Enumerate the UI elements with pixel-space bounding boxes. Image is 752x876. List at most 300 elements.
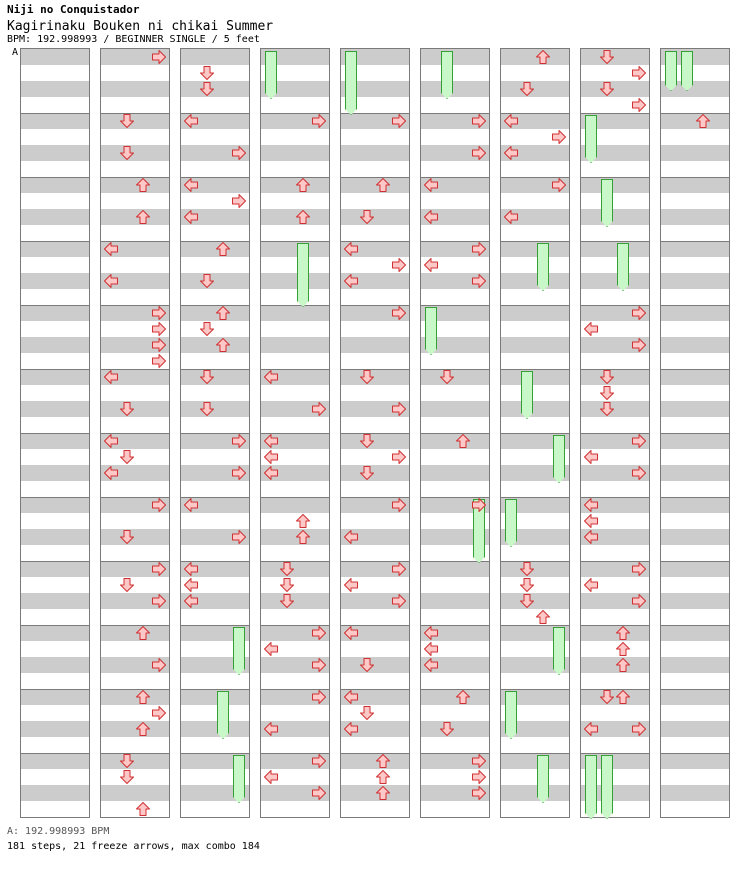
- beat-band: [21, 689, 89, 705]
- arrow-down-icon: [359, 433, 375, 449]
- arrow-right-icon: [151, 657, 167, 673]
- freeze-arrow-left: [265, 51, 277, 99]
- arrow-right-icon: [551, 177, 567, 193]
- measure-line: [261, 497, 329, 498]
- arrow-right-icon: [311, 785, 327, 801]
- arrow-left-icon: [103, 433, 119, 449]
- chart-info: BPM: 192.998993 / BEGINNER SINGLE / 5 feet: [7, 34, 260, 45]
- arrow-right-icon: [231, 193, 247, 209]
- arrow-down-icon: [199, 401, 215, 417]
- arrow-right-icon: [631, 97, 647, 113]
- arrow-up-icon: [615, 689, 631, 705]
- beat-band: [341, 465, 409, 481]
- beat-band: [501, 305, 569, 321]
- chart-column: [420, 48, 490, 818]
- arrow-right-icon: [471, 113, 487, 129]
- beat-band: [21, 273, 89, 289]
- arrow-right-icon: [231, 433, 247, 449]
- arrow-left-icon: [503, 113, 519, 129]
- beat-band: [501, 785, 569, 801]
- arrow-up-icon: [135, 625, 151, 641]
- arrow-right-icon: [551, 129, 567, 145]
- chart-column: [340, 48, 410, 818]
- measure-line: [581, 241, 649, 242]
- arrow-down-icon: [119, 577, 135, 593]
- freeze-arrow-right: [553, 435, 565, 483]
- arrow-up-icon: [615, 625, 631, 641]
- beat-band: [21, 49, 89, 65]
- arrow-down-icon: [359, 657, 375, 673]
- measure-line: [581, 177, 649, 178]
- beat-band: [661, 721, 729, 737]
- beat-band: [101, 401, 169, 417]
- measure-line: [21, 433, 89, 434]
- measure-line: [101, 113, 169, 114]
- arrow-left-icon: [183, 497, 199, 513]
- arrow-down-icon: [599, 385, 615, 401]
- freeze-arrow-up: [617, 243, 629, 291]
- arrow-right-icon: [471, 497, 487, 513]
- beat-band: [661, 593, 729, 609]
- arrow-left-icon: [423, 177, 439, 193]
- measure-line: [501, 497, 569, 498]
- arrow-left-icon: [343, 721, 359, 737]
- arrow-left-icon: [103, 241, 119, 257]
- arrow-up-icon: [375, 785, 391, 801]
- beat-band: [501, 593, 569, 609]
- beat-band: [261, 337, 329, 353]
- measure-line: [661, 177, 729, 178]
- measure-line: [661, 561, 729, 562]
- freeze-arrow-down: [601, 179, 613, 227]
- beat-band: [21, 433, 89, 449]
- arrow-left-icon: [103, 369, 119, 385]
- arrow-right-icon: [391, 305, 407, 321]
- beat-band: [101, 81, 169, 97]
- arrow-left-icon: [343, 625, 359, 641]
- arrow-down-icon: [599, 401, 615, 417]
- arrow-right-icon: [231, 465, 247, 481]
- measure-line: [501, 433, 569, 434]
- arrow-left-icon: [263, 433, 279, 449]
- measure-line: [661, 625, 729, 626]
- arrow-right-icon: [631, 337, 647, 353]
- arrow-right-icon: [231, 529, 247, 545]
- arrow-left-icon: [423, 209, 439, 225]
- beat-band: [21, 401, 89, 417]
- measure-line: [21, 369, 89, 370]
- beat-band: [21, 81, 89, 97]
- arrow-left-icon: [343, 529, 359, 545]
- beat-band: [661, 241, 729, 257]
- measure-line: [501, 241, 569, 242]
- measure-line: [501, 689, 569, 690]
- beat-band: [181, 49, 249, 65]
- arrow-right-icon: [231, 145, 247, 161]
- arrow-left-icon: [423, 625, 439, 641]
- arrow-right-icon: [151, 353, 167, 369]
- beat-band: [661, 497, 729, 513]
- beat-band: [341, 369, 409, 385]
- arrow-right-icon: [151, 497, 167, 513]
- arrow-down-icon: [199, 321, 215, 337]
- arrow-right-icon: [151, 305, 167, 321]
- arrow-right-icon: [631, 433, 647, 449]
- arrow-down-icon: [199, 369, 215, 385]
- arrow-up-icon: [295, 513, 311, 529]
- beat-band: [501, 337, 569, 353]
- beat-band: [421, 49, 489, 65]
- arrow-down-icon: [359, 369, 375, 385]
- arrow-left-icon: [263, 641, 279, 657]
- measure-line: [181, 689, 249, 690]
- measure-line: [501, 625, 569, 626]
- beat-band: [501, 273, 569, 289]
- arrow-left-icon: [423, 641, 439, 657]
- beat-band: [341, 433, 409, 449]
- beat-band: [261, 273, 329, 289]
- arrow-left-icon: [583, 577, 599, 593]
- chart-column: [180, 48, 250, 818]
- arrow-right-icon: [391, 561, 407, 577]
- beat-band: [661, 273, 729, 289]
- beat-band: [421, 561, 489, 577]
- beat-band: [581, 177, 649, 193]
- arrow-up-icon: [375, 753, 391, 769]
- arrow-up-icon: [215, 241, 231, 257]
- beat-band: [181, 401, 249, 417]
- chart-column: [500, 48, 570, 818]
- arrow-right-icon: [311, 625, 327, 641]
- arrow-down-icon: [359, 209, 375, 225]
- freeze-arrow-down: [521, 371, 533, 419]
- arrow-up-icon: [295, 209, 311, 225]
- arrow-up-icon: [455, 433, 471, 449]
- measure-line: [661, 369, 729, 370]
- measure-line: [341, 369, 409, 370]
- beat-band: [661, 305, 729, 321]
- arrow-down-icon: [199, 65, 215, 81]
- arrow-right-icon: [631, 561, 647, 577]
- beat-band: [341, 337, 409, 353]
- measure-line: [661, 305, 729, 306]
- beat-band: [341, 657, 409, 673]
- beat-band: [21, 721, 89, 737]
- arrow-up-icon: [695, 113, 711, 129]
- arrow-down-icon: [519, 577, 535, 593]
- arrow-right-icon: [151, 593, 167, 609]
- arrow-left-icon: [183, 561, 199, 577]
- beat-band: [181, 369, 249, 385]
- beat-band: [181, 273, 249, 289]
- beat-band: [501, 401, 569, 417]
- beat-band: [661, 145, 729, 161]
- beat-band: [581, 273, 649, 289]
- measure-line: [101, 753, 169, 754]
- beat-band: [501, 241, 569, 257]
- arrow-right-icon: [631, 305, 647, 321]
- beat-band: [661, 753, 729, 769]
- bpm-footer: A: 192.998993 BPM: [7, 826, 110, 837]
- beat-band: [661, 625, 729, 641]
- arrow-left-icon: [583, 321, 599, 337]
- beat-band: [101, 753, 169, 769]
- beat-band: [101, 113, 169, 129]
- beat-band: [101, 145, 169, 161]
- arrow-up-icon: [135, 801, 151, 817]
- beat-band: [581, 81, 649, 97]
- beat-band: [421, 81, 489, 97]
- measure-line: [21, 497, 89, 498]
- arrow-down-icon: [439, 721, 455, 737]
- freeze-arrow-right: [553, 627, 565, 675]
- freeze-arrow-right: [233, 755, 245, 803]
- measure-line: [21, 113, 89, 114]
- beat-band: [21, 337, 89, 353]
- arrow-down-icon: [519, 593, 535, 609]
- beat-band: [661, 465, 729, 481]
- measure-line: [581, 753, 649, 754]
- freeze-arrow-right: [233, 627, 245, 675]
- beat-band: [21, 529, 89, 545]
- arrow-right-icon: [391, 401, 407, 417]
- arrow-right-icon: [151, 49, 167, 65]
- beat-band: [341, 209, 409, 225]
- arrow-up-icon: [535, 609, 551, 625]
- arrow-down-icon: [599, 81, 615, 97]
- beat-band: [421, 593, 489, 609]
- arrow-right-icon: [311, 689, 327, 705]
- arrow-down-icon: [119, 449, 135, 465]
- arrow-right-icon: [471, 769, 487, 785]
- arrow-down-icon: [519, 561, 535, 577]
- beat-band: [261, 561, 329, 577]
- beat-band: [581, 49, 649, 65]
- beat-band: [661, 337, 729, 353]
- beat-band: [261, 593, 329, 609]
- arrow-down-icon: [279, 577, 295, 593]
- measure-line: [421, 305, 489, 306]
- arrow-up-icon: [615, 657, 631, 673]
- measure-line: [421, 369, 489, 370]
- arrow-right-icon: [631, 465, 647, 481]
- beat-band: [581, 241, 649, 257]
- measure-line: [661, 497, 729, 498]
- arrow-up-icon: [135, 721, 151, 737]
- measure-line: [21, 689, 89, 690]
- freeze-arrow-left: [665, 51, 677, 91]
- measure-line: [501, 305, 569, 306]
- arrow-left-icon: [583, 513, 599, 529]
- beat-band: [21, 145, 89, 161]
- beat-band: [421, 721, 489, 737]
- arrow-down-icon: [439, 369, 455, 385]
- arrow-left-icon: [103, 465, 119, 481]
- beat-band: [661, 529, 729, 545]
- arrow-left-icon: [183, 177, 199, 193]
- beat-band: [101, 785, 169, 801]
- arrow-up-icon: [215, 337, 231, 353]
- measure-line: [21, 177, 89, 178]
- measure-line: [181, 369, 249, 370]
- measure-line: [21, 625, 89, 626]
- arrow-up-icon: [615, 641, 631, 657]
- measure-line: [581, 113, 649, 114]
- arrow-right-icon: [391, 113, 407, 129]
- arrow-left-icon: [183, 113, 199, 129]
- beat-band: [21, 369, 89, 385]
- arrow-right-icon: [471, 145, 487, 161]
- beat-band: [661, 177, 729, 193]
- arrow-up-icon: [135, 177, 151, 193]
- freeze-arrow-up: [537, 755, 549, 803]
- arrow-left-icon: [343, 689, 359, 705]
- arrow-up-icon: [215, 305, 231, 321]
- beat-band: [181, 81, 249, 97]
- arrow-down-icon: [599, 369, 615, 385]
- arrow-right-icon: [311, 113, 327, 129]
- beat-band: [21, 241, 89, 257]
- freeze-arrow-left: [425, 307, 437, 355]
- arrow-right-icon: [311, 401, 327, 417]
- beat-band: [181, 689, 249, 705]
- arrow-right-icon: [391, 257, 407, 273]
- beat-band: [661, 401, 729, 417]
- arrow-left-icon: [183, 593, 199, 609]
- arrow-up-icon: [375, 177, 391, 193]
- arrow-right-icon: [391, 449, 407, 465]
- arrow-right-icon: [471, 241, 487, 257]
- beat-band: [421, 401, 489, 417]
- measure-line: [661, 241, 729, 242]
- arrow-left-icon: [263, 449, 279, 465]
- beat-band: [501, 81, 569, 97]
- arrow-left-icon: [583, 449, 599, 465]
- arrow-down-icon: [599, 689, 615, 705]
- beat-band: [661, 689, 729, 705]
- beat-band: [21, 209, 89, 225]
- arrow-left-icon: [583, 497, 599, 513]
- arrow-down-icon: [279, 561, 295, 577]
- measure-line: [181, 753, 249, 754]
- beat-band: [261, 241, 329, 257]
- arrow-up-icon: [295, 177, 311, 193]
- measure-line: [21, 305, 89, 306]
- beat-band: [21, 785, 89, 801]
- arrow-left-icon: [423, 657, 439, 673]
- beat-band: [101, 529, 169, 545]
- beat-band: [661, 785, 729, 801]
- beat-band: [181, 721, 249, 737]
- freeze-arrow-up: [297, 243, 309, 307]
- beat-band: [21, 657, 89, 673]
- freeze-arrow-left: [505, 499, 517, 547]
- beat-band: [21, 753, 89, 769]
- freeze-arrow-up: [217, 691, 229, 739]
- measure-line: [261, 561, 329, 562]
- measure-line: [501, 561, 569, 562]
- beat-band: [21, 593, 89, 609]
- measure-line: [261, 305, 329, 306]
- arrow-right-icon: [311, 657, 327, 673]
- measure-line: [341, 433, 409, 434]
- arrow-left-icon: [183, 577, 199, 593]
- beat-band: [21, 177, 89, 193]
- arrow-right-icon: [151, 321, 167, 337]
- freeze-arrow-left: [585, 755, 597, 819]
- beat-band: [21, 465, 89, 481]
- chart-column: [20, 48, 90, 818]
- arrow-up-icon: [135, 689, 151, 705]
- arrow-right-icon: [631, 593, 647, 609]
- beat-band: [261, 145, 329, 161]
- arrow-up-icon: [455, 689, 471, 705]
- freeze-arrow-left: [345, 51, 357, 115]
- arrow-down-icon: [119, 401, 135, 417]
- arrow-left-icon: [343, 241, 359, 257]
- beat-band: [341, 145, 409, 161]
- arrow-right-icon: [471, 785, 487, 801]
- arrow-up-icon: [375, 769, 391, 785]
- song-title: Niji no Conquistador: [7, 3, 140, 16]
- arrow-left-icon: [503, 209, 519, 225]
- arrow-right-icon: [631, 721, 647, 737]
- arrow-right-icon: [471, 753, 487, 769]
- arrow-down-icon: [359, 705, 375, 721]
- beat-band: [661, 209, 729, 225]
- measure-line: [501, 753, 569, 754]
- beat-band: [661, 433, 729, 449]
- beat-band: [21, 113, 89, 129]
- arrow-left-icon: [263, 465, 279, 481]
- beat-band: [21, 561, 89, 577]
- arrow-left-icon: [183, 209, 199, 225]
- arrow-down-icon: [119, 753, 135, 769]
- chart-column: [100, 48, 170, 818]
- arrow-right-icon: [391, 497, 407, 513]
- steps-summary: 181 steps, 21 freeze arrows, max combo 184: [7, 841, 260, 852]
- arrow-down-icon: [119, 145, 135, 161]
- measure-line: [661, 753, 729, 754]
- freeze-arrow-down: [601, 755, 613, 819]
- arrow-right-icon: [631, 65, 647, 81]
- arrow-down-icon: [119, 113, 135, 129]
- measure-line: [21, 561, 89, 562]
- beat-band: [581, 369, 649, 385]
- arrow-left-icon: [583, 721, 599, 737]
- beat-band: [661, 369, 729, 385]
- arrow-left-icon: [103, 273, 119, 289]
- arrow-left-icon: [423, 257, 439, 273]
- measure-line: [661, 433, 729, 434]
- beat-band: [661, 561, 729, 577]
- arrow-left-icon: [343, 273, 359, 289]
- measure-line: [501, 369, 569, 370]
- arrow-down-icon: [519, 81, 535, 97]
- chart-column: [580, 48, 650, 818]
- arrow-right-icon: [151, 561, 167, 577]
- arrow-right-icon: [151, 705, 167, 721]
- freeze-arrow-up: [537, 243, 549, 291]
- arrow-left-icon: [583, 529, 599, 545]
- arrow-left-icon: [503, 145, 519, 161]
- beat-band: [501, 753, 569, 769]
- arrow-right-icon: [471, 273, 487, 289]
- freeze-arrow-down: [441, 51, 453, 99]
- measure-line: [661, 689, 729, 690]
- freeze-arrow-down: [681, 51, 693, 91]
- arrow-down-icon: [199, 273, 215, 289]
